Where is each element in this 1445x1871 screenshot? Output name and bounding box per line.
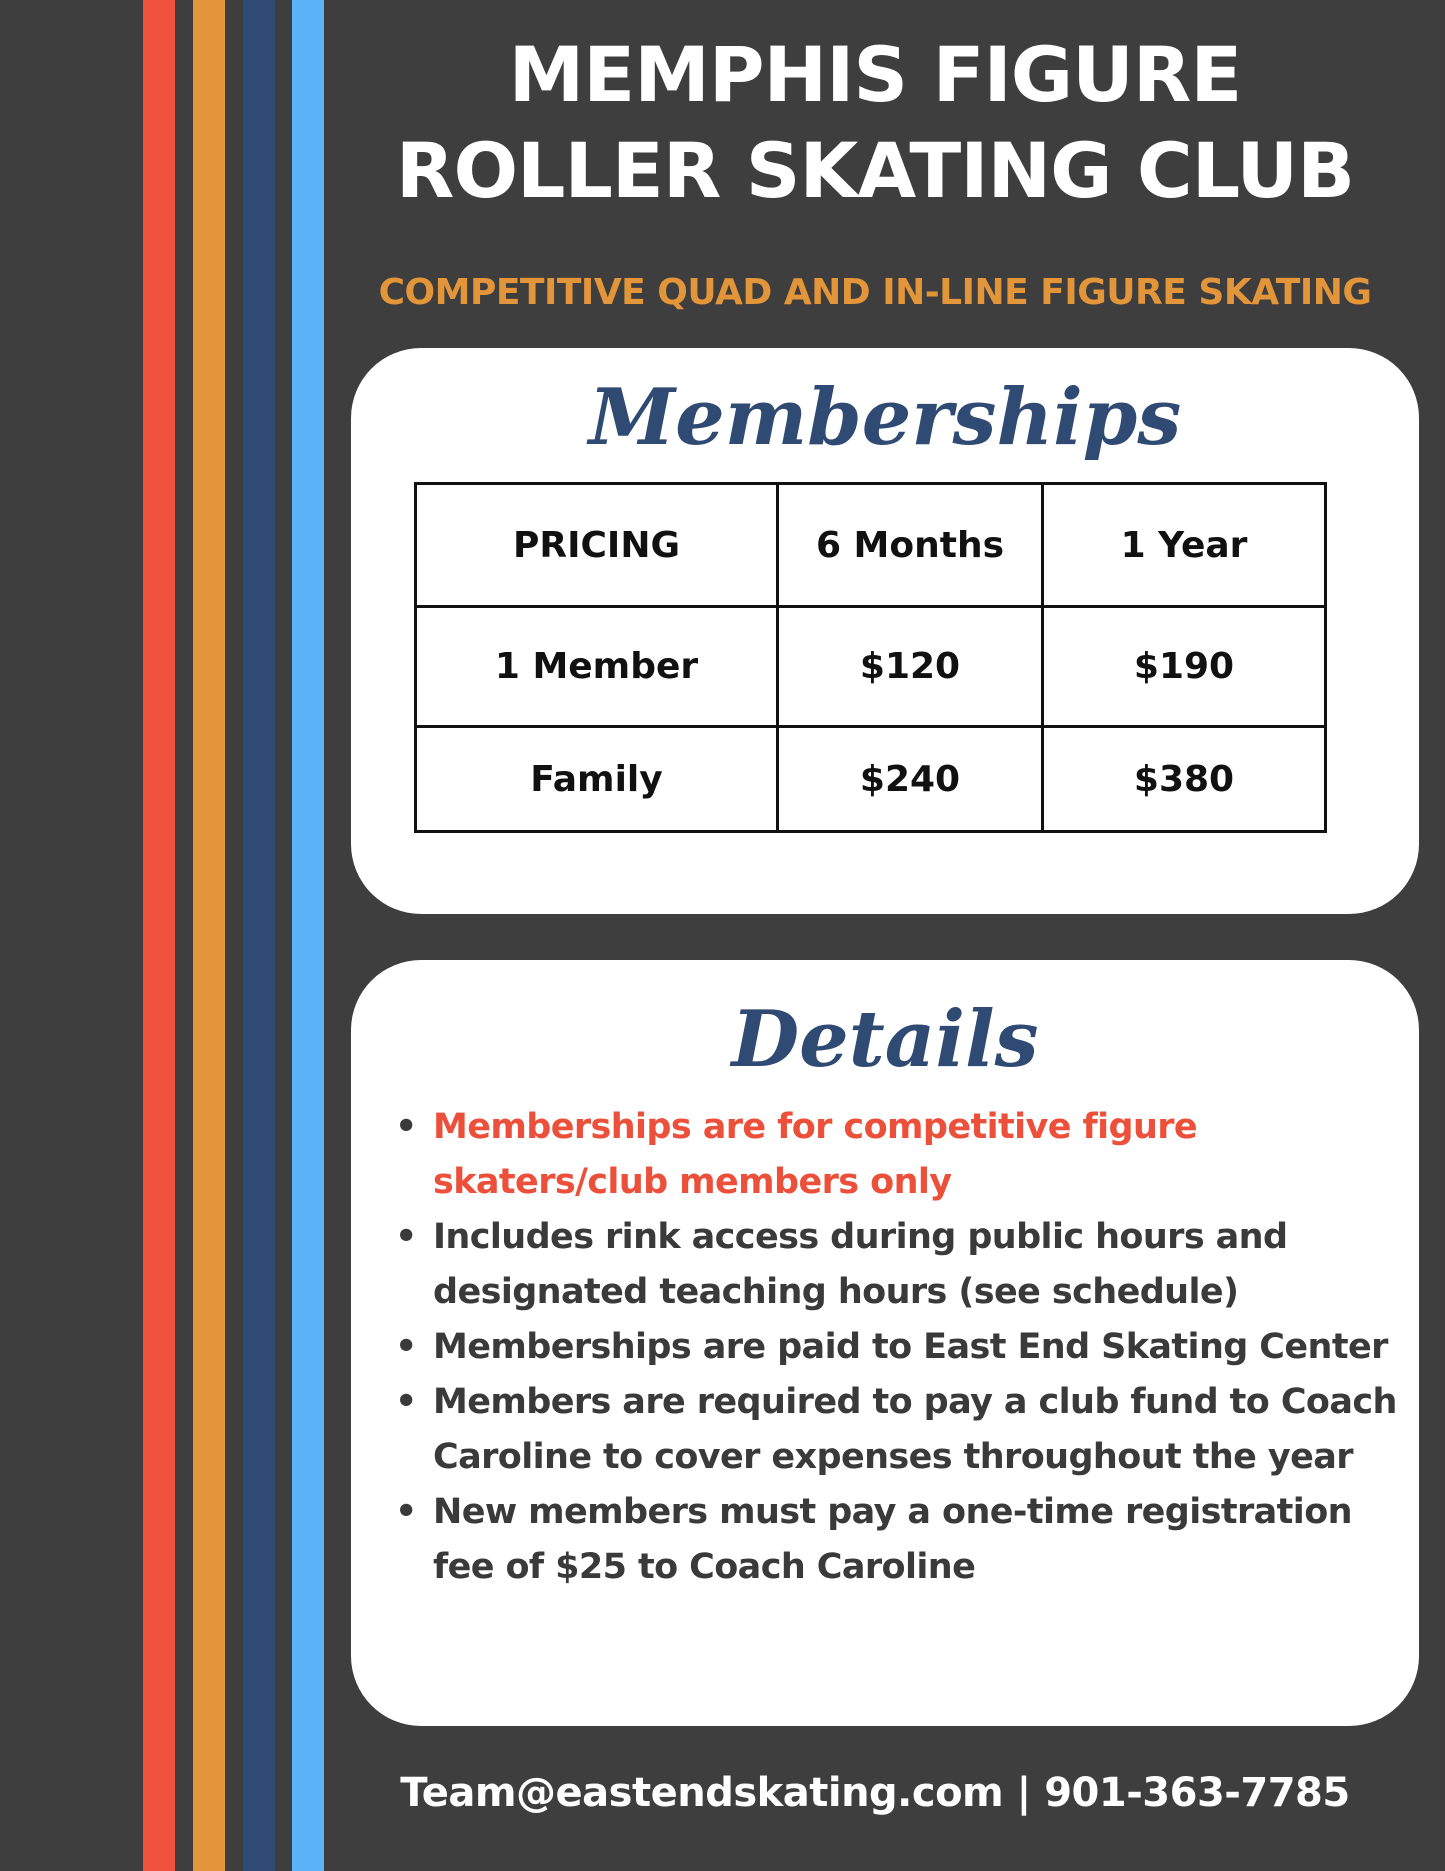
pricing-cell: $190 bbox=[1043, 607, 1326, 727]
details-item-text: Memberships are paid to East End Skating Center bbox=[433, 1327, 1388, 1367]
pricing-cell: $380 bbox=[1043, 727, 1326, 832]
pricing-cell: $240 bbox=[778, 727, 1043, 832]
details-list-item bbox=[391, 1320, 1401, 1375]
pricing-row bbox=[416, 607, 1326, 727]
pricing-row-label: 1 Member bbox=[416, 607, 778, 727]
details-list bbox=[391, 1100, 1401, 1595]
details-list-item bbox=[391, 1485, 1401, 1595]
page-title-line2: ROLLER SKATING CLUB bbox=[395, 126, 1355, 215]
bullet-icon: • bbox=[395, 1217, 417, 1257]
page-title-line1: MEMPHIS FIGURE bbox=[508, 30, 1242, 119]
bullet-icon: • bbox=[395, 1492, 417, 1532]
page-subtitle: COMPETITIVE QUAD AND IN-LINE FIGURE SKATING bbox=[378, 272, 1372, 313]
details-item-text: New members must pay a one-time registration fee of $25 to Coach Caroline bbox=[433, 1492, 1352, 1587]
details-list-item bbox=[391, 1210, 1401, 1320]
bullet-icon: • bbox=[395, 1382, 417, 1422]
pricing-row bbox=[416, 727, 1326, 832]
pricing-header-cell: 1 Year bbox=[1043, 484, 1326, 607]
pricing-cell: $120 bbox=[778, 607, 1043, 727]
pricing-header-row bbox=[416, 484, 1326, 607]
bullet-icon: • bbox=[395, 1327, 417, 1367]
stripe-blue bbox=[292, 0, 324, 1871]
details-heading: Details bbox=[731, 994, 1039, 1085]
details-item-text: Members are required to pay a club fund to Coach Caroline to cover expenses throughout the year bbox=[433, 1382, 1397, 1477]
details-list-item bbox=[391, 1375, 1401, 1485]
pricing-table bbox=[414, 482, 1327, 833]
details-list-item bbox=[391, 1100, 1401, 1210]
stripe-orange bbox=[193, 0, 225, 1871]
contact-info: Team@eastendskating.com | 901-363-7785 bbox=[400, 1770, 1350, 1816]
stripe-navy bbox=[243, 0, 275, 1871]
details-item-text: Memberships are for competitive figure skaters/club members only bbox=[433, 1107, 1198, 1202]
pricing-row-label: Family bbox=[416, 727, 778, 832]
memberships-heading: Memberships bbox=[588, 372, 1182, 463]
details-card bbox=[351, 960, 1419, 1726]
details-item-text: Includes rink access during public hours and designated teaching hours (see schedule) bbox=[433, 1217, 1288, 1312]
pricing-header-cell: PRICING bbox=[416, 484, 778, 607]
pricing-header-cell: 6 Months bbox=[778, 484, 1043, 607]
stripe-red bbox=[143, 0, 175, 1871]
memberships-card bbox=[351, 348, 1419, 914]
bullet-icon: • bbox=[395, 1107, 417, 1147]
